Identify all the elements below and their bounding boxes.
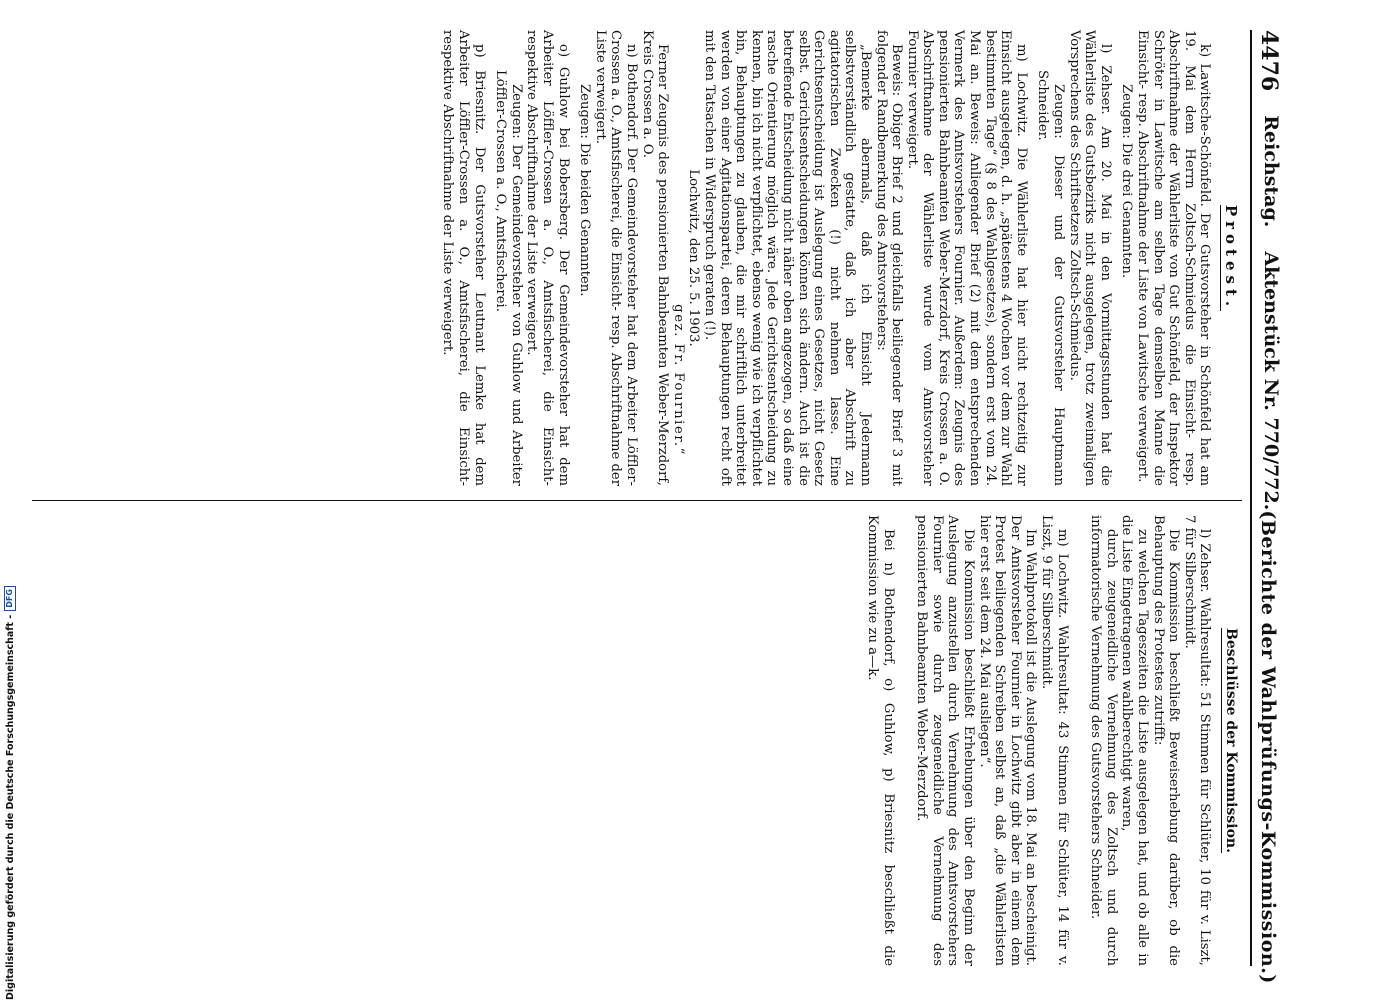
paragraph: Die Kommission beschließt Erhebungen über den Beginn der Auslegung anzustellen durch Vernehmung des Amtsvorstehers Fournier sowie durch zeugeneidliche Vernehmung des pensionierten Bahnbeamten Weber-Merzdorf.	[914, 515, 977, 966]
witness-line: Zeugen: Die beiden Genannten.	[577, 84, 593, 297]
spacer	[1070, 515, 1088, 966]
protest-column	[32, 30, 1242, 500]
document-reference: Aktenstück Nr. 770/772.	[1260, 251, 1282, 511]
spacer	[896, 515, 914, 966]
paragraph: Im Wahlprotokoll ist die Auslegung vom 18. Mai an bescheinigt. Der Amtsvorsteher Fournier in Lochwitz gibt aber in einem dem Protest beiliegenden Schreiben selbst an, daß „die Wählerlisten hier erst seit dem 24. Mai ausliegen“.	[976, 515, 1039, 966]
paragraph: o) Guhlow bei Bobersberg. Der Gemeindevorsteher hat dem Arbeiter Löffler-Crossen a. O., Amtsfischerei, die Einsicht- respektive Abschriftnahme der Liste verweigert.	[524, 30, 571, 486]
paragraph: Bei n) Bothendorf, o) Guhlow, p) Briesnitz beschließt die Kommission wie zu a—k.	[865, 515, 896, 966]
commission-column	[32, 500, 1242, 966]
digitization-text: Digitalisierung gefördert durch die Deutsche Forschungsgemeinschaft -	[4, 614, 16, 1000]
paragraph: durch zeugeneidliche Vernehmung des Zoltsch und durch informatorische Vernehmung des Gutsvorstehers Schneider.	[1088, 515, 1119, 966]
paragraph: Ferner Zeugnis des pensionierten Bahnbeamten Weber-Merzdorf, Kreis Crossen a. O.	[639, 30, 671, 486]
signature-line: gez. Fr. Fournier.“	[670, 304, 686, 456]
protest-text	[440, 30, 1213, 486]
commission-heading: Beschlüsse der Kommission.	[1223, 628, 1239, 853]
dateline: Lochwitz, den 25. 5. 1903.	[686, 169, 702, 347]
witness-line: Zeugen: Dieser und der Gutsvorsteher Hauptmann Schneider.	[1035, 70, 1067, 486]
report-title: (Berichte der Wahlprüfungs-Kommission.)	[1257, 510, 1279, 984]
paragraph: l) Zehser. Am 20. Mai in den Vormittagsstunden hat die Wählerliste des Gutsbezirks nicht ausgelegen, trotz zweimaligen Vorsprechens des Schriftsetzers Zoltsch-Schmiedus.	[1066, 30, 1113, 486]
digitization-note	[4, 589, 16, 1000]
paragraph: m) Lochwitz. Wahlresultat: 43 Stimmen für Schlüter, 14 für v. Liszt, 9 für Silberschmidt.	[1039, 515, 1070, 966]
paragraph: l) Zehser. Wahlresultat: 51 Stimmen für Schlüter, 10 für v. Liszt, 7 für Silberschmidt.	[1181, 515, 1213, 966]
page-number: 4476	[1256, 30, 1282, 92]
witness-line: Zeugen: Die drei Genannten.	[1119, 84, 1135, 279]
paragraph: zu welchen Tageszeiten die Liste ausgelegen hat, und ob alle in die Liste Eingetragenen wahlberechtigt waren,	[1119, 515, 1151, 966]
publication-name: Reichstag.	[1260, 115, 1282, 228]
dfg-logo: DFG	[4, 586, 16, 611]
paragraph: Beweis: Obiger Brief 2 und gleichfalls beiliegender Brief 3 mit folgender Randbemerkung des Amtsvorstehers:	[873, 30, 905, 486]
protest-heading: Protest.	[1222, 204, 1240, 312]
running-head	[1250, 30, 1282, 984]
paragraph: n) Bothendorf. Der Gemeindevorsteher hat dem Arbeiter Löffler-Crossen a. O., Amtsfischerei, die Einsicht- resp. Abschriftnahme der Liste verweigert.	[592, 30, 640, 486]
paragraph: p) Briesnitz. Der Gutsvorsteher Leutnant Lemke hat dem Arbeiter Löffler-Crossen a. O., Amtsfischerei, die Einsicht- respektive Abschriftnahme der Liste verweigert.	[440, 30, 487, 486]
two-column-body	[32, 30, 1242, 966]
paragraph: Die Kommission beschließt Beweiserhebung darüber, ob die Behauptung des Protestes zutrifft:	[1150, 515, 1182, 966]
paragraph: k) Lawitsche-Schönfeld. Der Gutsvorsteher in Schönfeld hat am 19. Mai dem Herrn Zoltsch-Schmiedus die Einsicht- resp. Abschriftnahme der Wählerliste von Gut Schönfeld, der Inspektor Schröter in Lawitsche am selben Tage demselben Manne die Einsicht- resp. Abschriftnahme der Liste von Lawitsche verweigert.	[1135, 30, 1213, 486]
commission-text	[865, 515, 1213, 966]
witness-line: Zeugen: Der Gemeindevorsteher von Guhlow und Arbeiter Löffler-Crossen a. O., Amtsfischerei.	[493, 70, 524, 486]
paragraph: „Bemerke abermals, daß ich Einsicht Jedermann selbstverständlich gestatte, daß ich aber Abschrift zu agitatorischen Zwecken (!) nicht nehmen lasse. Eine Gerichtsentscheidung ist Auslegung eines Gesetzes, nicht Gesetz selbst. Gerichtsentscheidungen können sich ändern. Auch ist die betreffende Entscheidung nicht näher oben angezogen, so daß eine rasche Orientierung möglich wäre. Jede Gerichtsentscheidung zu kennen, bin ich nicht verpflichtet, ebenso wenig wie ich verpflichtet bin, Behauptungen zu glauben, die mir schriftlich unterbreitet werden von einer Agitationspartei, deren Behauptungen recht oft mit den Tatsachen in Widerspruch geraten (!).	[702, 30, 873, 486]
paragraph: m) Lochwitz. Die Wählerliste hat hier nicht rechtzeitig zur Einsicht ausgelegen, d. h. „spätestens 4 Wochen vor dem zur Wahl bestimmten Tage“ (§ 8 des Wahlgesetzes), sondern erst vom 24. Mai an. Beweis: Anliegender Brief (2) mit dem entsprechenden Vermerk des Amtsvorstehers Fournier. Außerdem: Zeugnis des pensionierten Bahnbeamten Weber-Merzdorf, Kreis Crossen a. O. Abschriftnahme der Wählerliste wurde vom Amtsvorsteher Fournier verweigert.	[904, 30, 1029, 486]
